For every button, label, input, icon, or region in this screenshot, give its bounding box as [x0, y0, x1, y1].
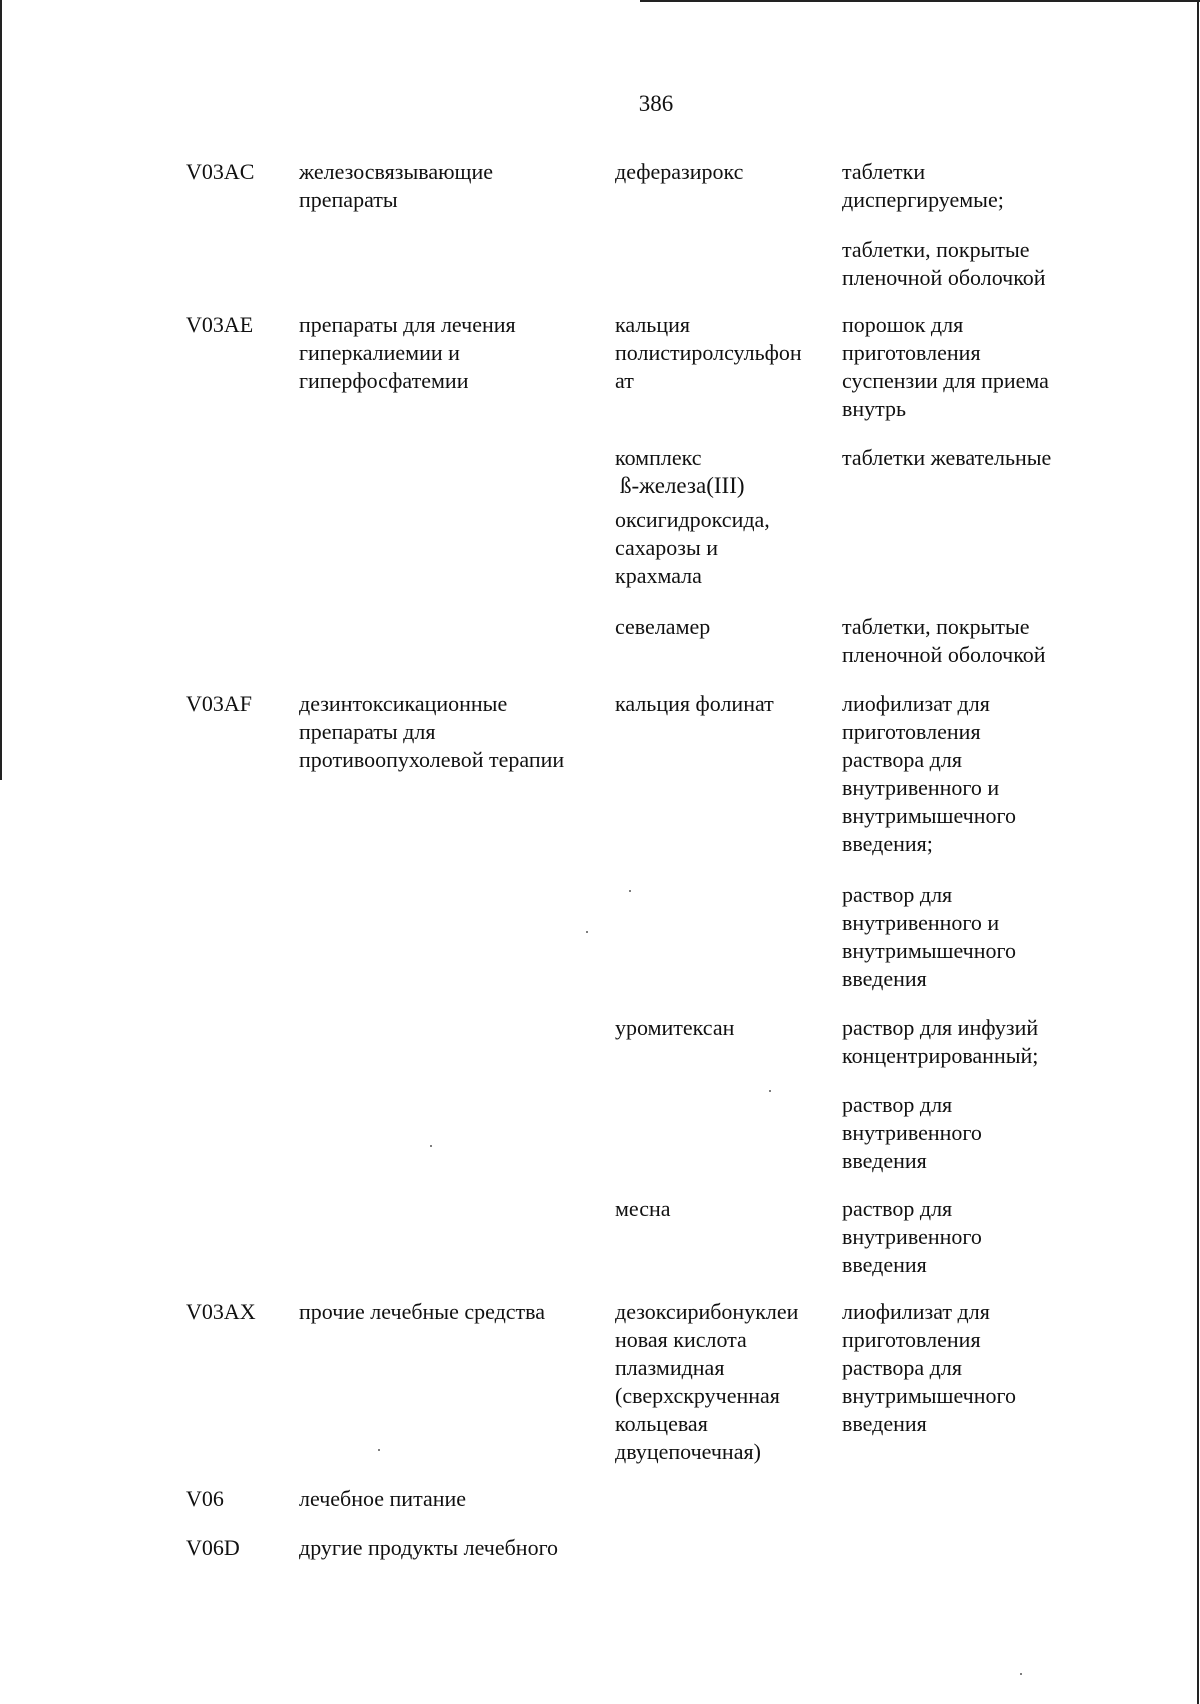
drug-name-line: комплекс	[615, 445, 702, 470]
dosage-form-line: введения;	[842, 831, 933, 856]
dosage-form-line: приготовления	[842, 719, 981, 744]
atc-code: V03AX	[186, 1299, 256, 1324]
dosage-form-line: внутримышечного	[842, 1383, 1016, 1408]
dosage-form-line: таблетки, покрытые	[842, 614, 1030, 639]
scan-speck	[1020, 1673, 1022, 1675]
scan-edge-top	[640, 0, 1200, 2]
dosage-form-line: раствор для	[842, 1196, 953, 1221]
group-name-line: препараты	[299, 187, 398, 212]
dosage-form-line: приготовления	[842, 340, 981, 365]
atc-code: V06	[186, 1486, 224, 1511]
group-name-line: препараты для	[299, 719, 436, 744]
drug-name-line: сахарозы и	[615, 535, 719, 560]
drug-name-line: севеламер	[615, 614, 711, 639]
dosage-form-line: внутривенного и	[842, 910, 1000, 935]
dosage-form-line: внутривенного	[842, 1120, 982, 1145]
dosage-form-line: введения	[842, 1252, 927, 1277]
drug-name-line: деферазирокс	[615, 159, 744, 184]
dosage-form-line: внутримышечного	[842, 803, 1016, 828]
atc-code: V03AE	[186, 312, 254, 337]
dosage-form-line: внутрь	[842, 396, 907, 421]
group-name-line: дезинтоксикационные	[299, 691, 508, 716]
scan-edge-left	[0, 0, 2, 780]
dosage-form-line: внутримышечного	[842, 938, 1016, 963]
dosage-form-line: таблетки	[842, 159, 926, 184]
dosage-form-line: лиофилизат для	[842, 1299, 990, 1324]
drug-name-line: крахмала	[615, 563, 702, 588]
atc-code: V06D	[186, 1535, 240, 1560]
atc-code: V03AC	[186, 159, 255, 184]
drug-name-line: месна	[615, 1196, 671, 1221]
dosage-form-line: внутривенного и	[842, 775, 1000, 800]
dosage-form-line: пленочной оболочкой	[842, 642, 1046, 667]
dosage-form-line: лиофилизат для	[842, 691, 990, 716]
group-name-line: противоопухолевой терапии	[299, 747, 565, 772]
scan-speck	[629, 890, 631, 892]
drug-name-line: полистиролсульфон	[615, 340, 802, 365]
dosage-form-line: введения	[842, 1148, 927, 1173]
dosage-form-line: таблетки жевательные	[842, 445, 1052, 470]
drug-name-line: дезоксирибонуклеи	[615, 1299, 799, 1324]
dosage-form-line: раствор для	[842, 1092, 953, 1117]
drug-name-line: кальция фолинат	[615, 691, 774, 716]
dosage-form-line: введения	[842, 1411, 927, 1436]
group-name-line: другие продукты лечебного	[299, 1535, 559, 1560]
dosage-form-line: раствора для	[842, 1355, 962, 1380]
group-name-line: гиперфосфатемии	[299, 368, 469, 393]
drug-name-line: двуцепочечная)	[615, 1439, 761, 1464]
drug-name-line: ат	[615, 368, 634, 393]
dosage-form-line: пленочной оболочкой	[842, 265, 1046, 290]
dosage-form-line: суспензии для приема	[842, 368, 1049, 393]
drug-name-line: кольцевая	[615, 1411, 708, 1436]
scan-speck	[430, 1145, 432, 1147]
group-name-line: прочие лечебные средства	[299, 1299, 546, 1324]
group-name-line: железосвязывающие	[299, 159, 494, 184]
group-name-line: гиперкалиемии и	[299, 340, 460, 365]
drug-name-line: плазмидная	[615, 1355, 725, 1380]
dosage-form-line: раствор для инфузий	[842, 1015, 1039, 1040]
scan-speck	[586, 931, 588, 933]
dosage-form-line: введения	[842, 966, 927, 991]
dosage-form-line: концентрированный;	[842, 1043, 1039, 1068]
dosage-form-line: диспергируемые;	[842, 187, 1004, 212]
dosage-form-line: раствор для	[842, 882, 953, 907]
drug-name-line: уромитексан	[615, 1015, 735, 1040]
group-name-line: лечебное питание	[299, 1486, 467, 1511]
scan-speck	[769, 1090, 771, 1092]
scan-edge-right	[1197, 0, 1199, 1704]
scan-speck	[378, 1449, 380, 1451]
group-name-line: препараты для лечения	[299, 312, 516, 337]
drug-name-line: кальция	[615, 312, 690, 337]
drug-name-line: (сверхскрученная	[615, 1383, 780, 1408]
drug-name-line: новая кислота	[615, 1327, 747, 1352]
page-number: 386	[638, 91, 674, 116]
dosage-form-line: приготовления	[842, 1327, 981, 1352]
dosage-form-line: порошок для	[842, 312, 964, 337]
drug-name-line: ß-железа(III)	[620, 473, 745, 498]
atc-code: V03AF	[186, 691, 253, 716]
drug-name-line: оксигидроксида,	[615, 507, 770, 532]
dosage-form-line: внутривенного	[842, 1224, 982, 1249]
dosage-form-line: раствора для	[842, 747, 962, 772]
dosage-form-line: таблетки, покрытые	[842, 237, 1030, 262]
